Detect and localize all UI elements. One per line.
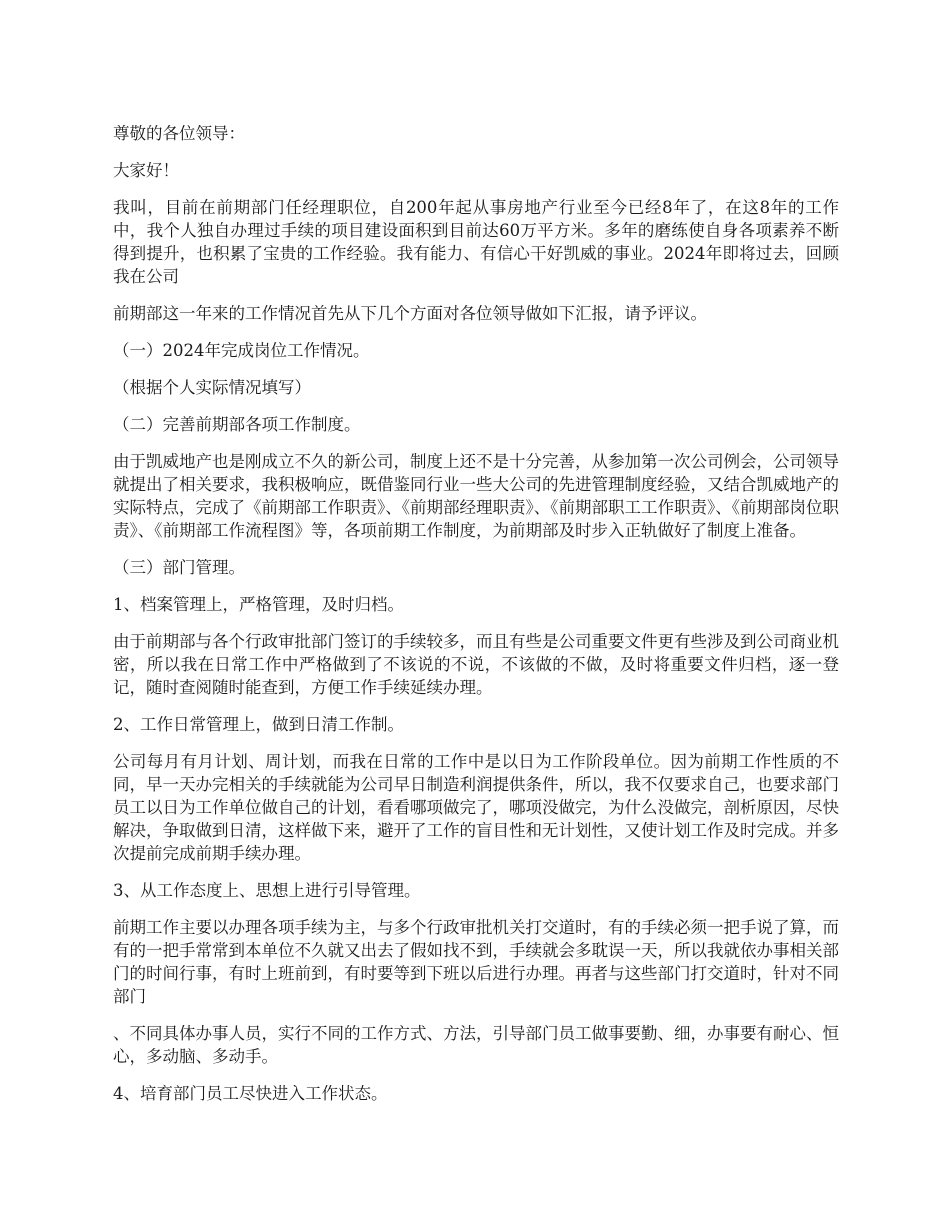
subheading-daily-management: 2、工作日常管理上，做到日清工作制。 (113, 715, 404, 734)
paragraph-attitude-guidance: 前期工作主要以办理各项手续为主，与多个行政审批机关打交道时，有的手续必须一把手说了算，而有的一把手常常到本单位不久就又出去了假如找不到，手续就会多耽误一天，所以我就依办事相关部门的时间行事，有时上班前到，有时要等到下班以后进行办理。再者与这些部门打交道时，针对不同部门 (113, 918, 839, 1006)
paragraph-attitude-guidance-continued: 、不同具体办事人员，实行不同的工作方式、方法，引导部门员工做事要勤、细，办事要有耐心、恒心，多动脑、多动手。 (113, 1024, 839, 1066)
paragraph-introduction: 我叫，目前在前期部门任经理职位，自200年起从事房地产行业至今已经8年了，在这8年的工作中，我个人独自办理过手续的项目建设面积到目前达60万平方米。多年的磨练使自身各项素养不断得到提升，也积累了宝贵的工作经验。我有能力、有信心干好凯威的事业。2024年即将过去，回顾我在公司 (113, 198, 839, 286)
document-body (113, 122, 839, 1119)
salutation: 尊敬的各位领导： (113, 124, 245, 143)
paragraph-daily-management: 公司每月有月计划、周计划，而我在日常的工作中是以日为工作阶段单位。因为前期工作性质的不同，早一天办完相关的手续就能为公司早日制造利润提供条件，所以，我不仅要求自己，也要求部门员工以日为工作单位做自己的计划，看看哪项做完了，哪项没做完，为什么没做完，剖析原因，尽快解决，争取做到日清，这样做下来，避开了工作的盲目性和无计划性，又使计划工作及时完成。并多次提前完成前期手续办理。 (113, 752, 839, 863)
subheading-attitude-guidance: 3、从工作态度上、思想上进行引导管理。 (113, 881, 421, 900)
paragraph-system-improvement: 由于凯威地产也是刚成立不久的新公司，制度上还不是十分完善，从参加第一次公司例会，公司领导就提出了相关要求，我积极响应，既借鉴同行业一些大公司的先进管理制度经验，又结合凯威地产的实际特点，完成了《前期部工作职责》、《前期部经理职责》、《前期部职工工作职责》、《前期部岗位职责》、《前期部工作流程图》等，各项前期工作制度，为前期部及时步入正轨做好了制度上准备。 (113, 452, 839, 540)
section-heading-3: （三）部门管理。 (113, 558, 245, 577)
section-note-1: （根据个人实际情况填写） (113, 378, 311, 397)
section-heading-2: （二）完善前期部各项工作制度。 (113, 415, 361, 434)
section-heading-1: （一）2024年完成岗位工作情况。 (113, 341, 370, 360)
paragraph-archive-management: 由于前期部与各个行政审批部门签订的手续较多，而且有些是公司重要文件更有些涉及到公司商业机密，所以我在日常工作中严格做到了不该说的不说，不该做的不做，及时将重要文件归档，逐一登记，随时查阅随时能查到，方便工作手续延续办理。 (113, 632, 839, 697)
paragraph-report-intro: 前期部这一年来的工作情况首先从下几个方面对各位领导做如下汇报，请予评议。 (113, 304, 707, 323)
subheading-archive-management: 1、档案管理上，严格管理，及时归档。 (113, 595, 404, 614)
subheading-staff-training: 4、培育部门员工尽快进入工作状态。 (113, 1084, 388, 1103)
greeting: 大家好！ (113, 161, 179, 180)
